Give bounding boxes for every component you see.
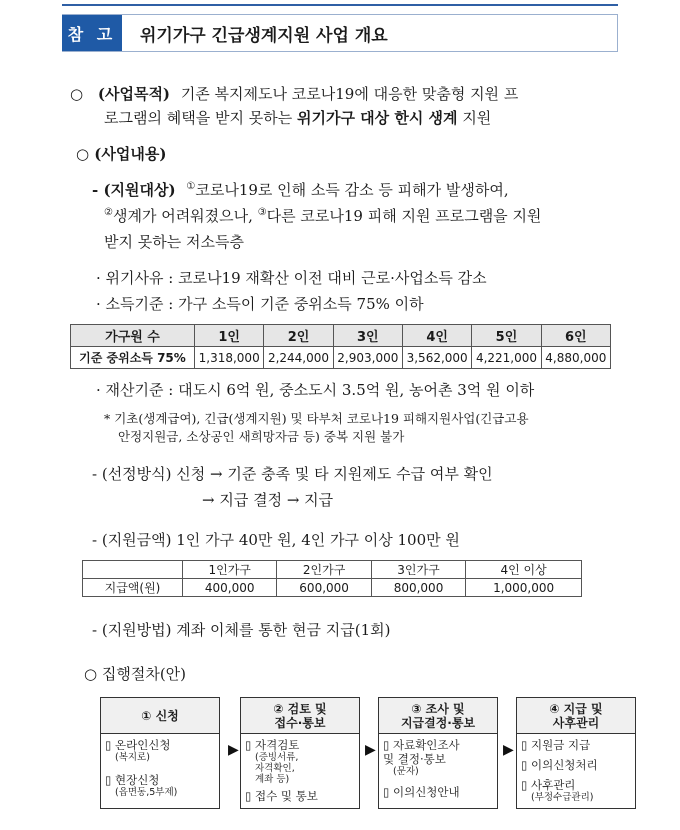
table-cell: 4,221,000 (472, 347, 541, 369)
target-line-2 (104, 206, 541, 226)
table-cell: 400,000 (183, 579, 277, 597)
step-title: ④ 지급 및 사후관리 (517, 698, 635, 734)
step-item: ▯ 접수 및 통보 (245, 789, 318, 803)
table-cell: 600,000 (277, 579, 371, 597)
step-item-note: (문자) (393, 766, 419, 777)
arrow-right-icon: ▶ (228, 742, 239, 758)
document-title: 위기가구 긴급생계지원 사업 개요 (140, 25, 388, 46)
step-item: ▯ 이의신청안내 (383, 785, 460, 799)
table-cell: 1,318,000 (195, 347, 264, 369)
income-table (70, 324, 611, 369)
income-criterion: · 소득기준 : 가구 소득이 기준 중위소득 75% 이하 (96, 295, 424, 313)
step-title: ① 신청 (101, 698, 219, 734)
table-cell: 기준 중위소득 75% (71, 347, 195, 369)
arrow-right-icon: ▶ (503, 742, 514, 758)
reference-badge: 참 고 (62, 15, 122, 51)
table-header-cell: 6인 (541, 325, 610, 347)
table-cell: 4,880,000 (541, 347, 610, 369)
purpose-label: (사업목적) (97, 85, 171, 103)
note-line-1: * 기초(생계급여), 긴급(생계지원) 및 타부처 코로나19 피해지원사업(긴급고용 (104, 411, 529, 426)
table-header-cell (83, 561, 183, 579)
procedure-heading: ○ 집행절차(안) (84, 665, 187, 683)
table-header-cell: 2인 (264, 325, 333, 347)
step-item: ▯ 자료확인조사 및 결정·통보 (383, 738, 460, 766)
income-table-header (71, 325, 611, 347)
purpose-line-2 (104, 108, 491, 128)
table-cell: 1,000,000 (466, 579, 582, 597)
method-line: - (지원방법) 계좌 이체를 통한 현금 지급(1회) (92, 621, 391, 639)
step-item: ▯ 이의신청처리 (521, 758, 598, 772)
table-row (83, 579, 582, 597)
step-item: ▯ 사후관리 (521, 778, 576, 792)
num-1: ① (186, 181, 196, 192)
table-cell: 2,244,000 (264, 347, 333, 369)
step-item: ▯ 현장신청 (105, 773, 160, 787)
amount-table (82, 560, 582, 597)
bullet-circle: ○ (70, 85, 84, 103)
asset-criterion: · 재산기준 : 대도시 6억 원, 중소도시 3.5억 원, 농어촌 3억 원 이하 (96, 381, 535, 399)
step-item-note: (부정수급관리) (531, 792, 594, 803)
target-label: - (지원대상) (92, 181, 176, 199)
section-header (62, 14, 618, 52)
arrow-right-icon: ▶ (365, 742, 376, 758)
table-cell: 3,562,000 (402, 347, 471, 369)
crisis-criterion: · 위기사유 : 코로나19 재확산 이전 대비 근로·사업소득 감소 (96, 269, 487, 287)
table-cell: 2,903,000 (333, 347, 402, 369)
content-heading: ○ (사업내용) (76, 145, 167, 163)
header-top-rule (62, 4, 618, 6)
step-title: ② 검토 및 접수·통보 (241, 698, 359, 734)
step-item-note: (증빙서류, 자격확인, 계좌 등) (255, 752, 299, 785)
table-header-cell: 3인 (333, 325, 402, 347)
selection-line-1: - (선정방식) 신청 → 기준 충족 및 타 지원제도 수급 여부 확인 (92, 465, 493, 483)
target-text-1: 코로나19로 인해 소득 감소 등 피해가 발생하여, (195, 181, 509, 199)
step-2-review (240, 697, 360, 809)
table-header-cell: 2인가구 (277, 561, 371, 579)
table-row (71, 347, 611, 369)
purpose-text-1: 기존 복지제도나 코로나19에 대응한 맞춤형 지원 프 (180, 85, 519, 103)
table-header-cell: 1인 (195, 325, 264, 347)
target-text-2b: 다른 코로나19 피해 지원 프로그램을 지원 (266, 207, 542, 225)
selection-line-2: → 지급 결정 → 지급 (202, 491, 334, 509)
num-3: ③ (257, 207, 267, 218)
amount-table-header (83, 561, 582, 579)
purpose-text-2c: 지원 (457, 109, 492, 127)
step-3-investigate (378, 697, 498, 809)
target-text-2: 생계가 어려워졌으나, (112, 207, 258, 225)
purpose-line-1 (70, 84, 518, 104)
table-header-cell: 4인 이상 (466, 561, 582, 579)
step-item-note: (복지로) (115, 752, 150, 763)
step-item-note: (읍면동,5부제) (115, 787, 178, 798)
table-header-cell: 3인가구 (371, 561, 465, 579)
table-header-cell: 5인 (472, 325, 541, 347)
table-cell: 지급액(원) (83, 579, 183, 597)
step-item: ▯ 온라인신청 (105, 738, 171, 752)
table-header-cell: 가구원 수 (71, 325, 195, 347)
table-header-cell: 1인가구 (183, 561, 277, 579)
num-2: ② (104, 207, 113, 218)
note-line-2: 안정지원금, 소상공인 새희망자금 등) 중복 지원 불가 (118, 429, 405, 444)
step-1-apply (100, 697, 220, 809)
step-item: ▯ 자격검토 (245, 738, 300, 752)
purpose-emphasis: 위기가구 대상 한시 생계 (296, 109, 458, 127)
purpose-text-2a: 로그램의 혜택을 받지 못하는 (104, 109, 297, 127)
step-title: ③ 조사 및 지급결정·통보 (379, 698, 497, 734)
table-header-cell: 4인 (402, 325, 471, 347)
step-4-payment (516, 697, 636, 809)
target-line-3: 받지 못하는 저소득층 (104, 233, 244, 251)
amount-line: - (지원금액) 1인 가구 40만 원, 4인 가구 이상 100만 원 (92, 531, 460, 549)
target-line-1 (92, 180, 509, 200)
step-item: ▯ 지원금 지급 (521, 738, 591, 752)
table-cell: 800,000 (371, 579, 465, 597)
